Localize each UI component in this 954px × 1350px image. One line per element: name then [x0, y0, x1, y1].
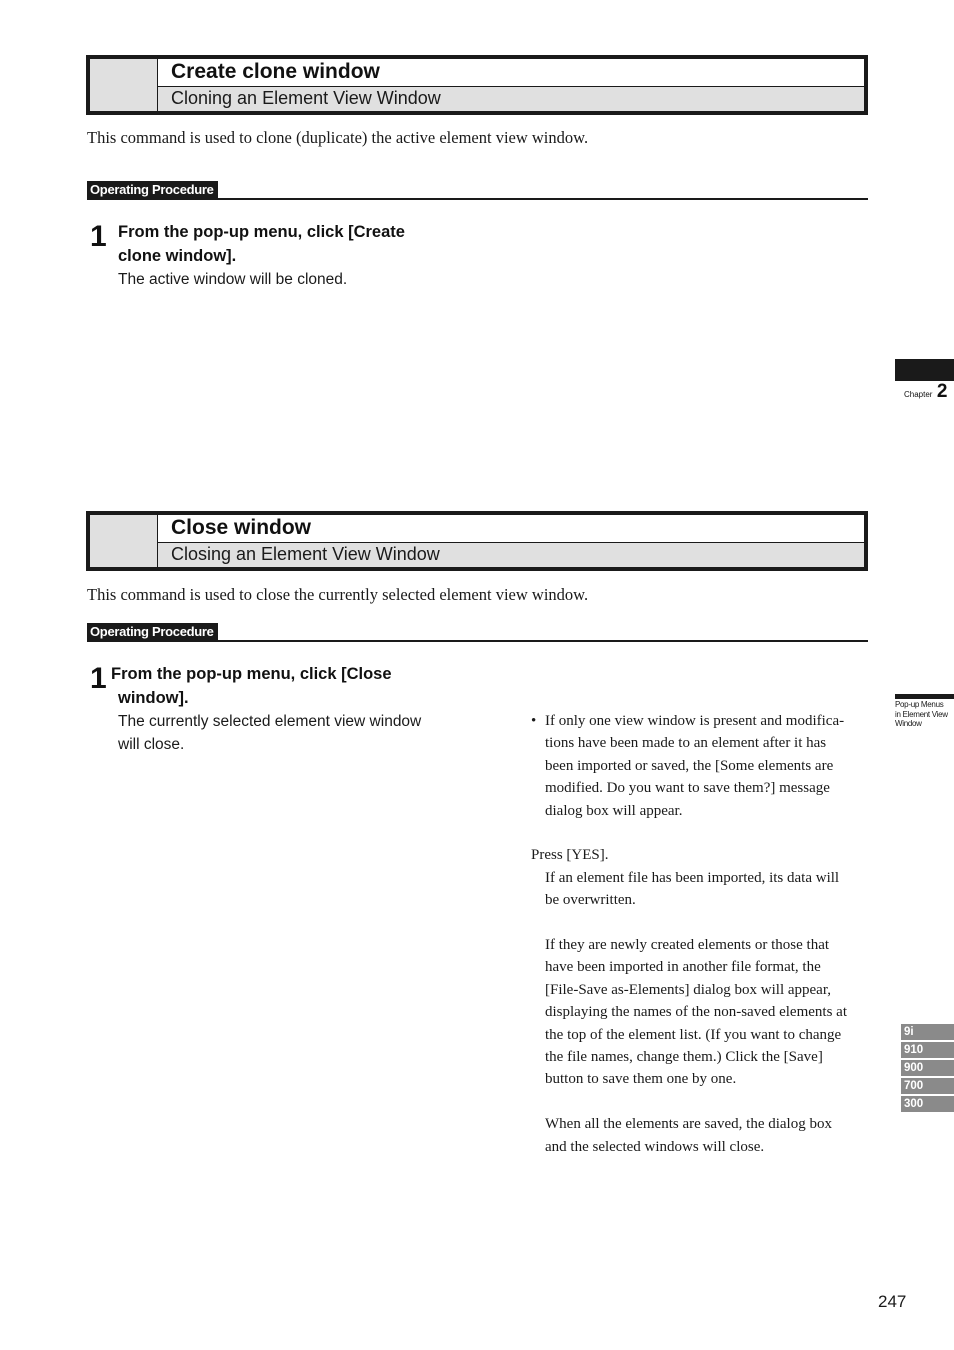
note-line: have been imported in another file format, the	[545, 959, 821, 976]
page-number: 247	[878, 1292, 907, 1311]
note-line: If they are newly created elements or those that	[545, 937, 830, 954]
model-tag: 9i	[901, 1024, 954, 1040]
step-heading-line: From the pop-up menu, click [Close	[111, 665, 392, 683]
note-press-line: Press [YES].	[531, 847, 609, 864]
side-caption-line: Pop-up Menus	[895, 700, 944, 709]
note-paragraph	[531, 934, 871, 1091]
side-caption-line: Window	[895, 719, 922, 728]
side-section-caption	[895, 700, 954, 729]
section-header-inner	[157, 515, 864, 567]
section-intro: This command is used to close the currently selected element view window.	[87, 585, 589, 604]
step-description: The active window will be cloned.	[118, 271, 348, 288]
section-subtitle: Cloning an Element View Window	[171, 88, 441, 108]
step-heading-line: From the pop-up menu, click [Create	[118, 223, 405, 241]
section-title: Create clone window	[171, 60, 380, 83]
note-line: displaying the names of the non-saved elements at	[545, 1004, 847, 1021]
model-tag: 300	[901, 1096, 954, 1112]
note-block	[531, 710, 871, 1158]
section-header-inner	[157, 59, 864, 111]
section-subtitle: Closing an Element View Window	[171, 544, 440, 564]
note-line: and the selected windows will close.	[545, 1138, 765, 1155]
step-heading-line: window].	[118, 689, 189, 707]
section-header-close-window	[86, 511, 868, 571]
note-line: When all the elements are saved, the dialog box	[545, 1116, 832, 1133]
step-number: 1	[90, 220, 107, 253]
operating-procedure-label: Operating Procedure	[87, 181, 218, 199]
chapter-word: Chapter	[904, 390, 933, 399]
step-description-line: The currently selected element view window	[118, 713, 422, 730]
step-number: 1	[90, 662, 107, 695]
chapter-label	[904, 381, 948, 403]
note-line: been imported or saved, the [Some elements are	[545, 757, 834, 774]
note-line: modified. Do you want to save them?] message	[545, 780, 830, 797]
note-line: the file names, change them.) Click the [Save]	[545, 1049, 823, 1066]
note-line: If an element file has been imported, its data will	[545, 869, 840, 886]
bullet-mark: •	[531, 713, 537, 729]
chapter-tab	[895, 359, 954, 381]
step-description	[118, 710, 458, 756]
step-description-line: will close.	[118, 736, 185, 753]
side-caption-line: in Element View	[895, 709, 948, 719]
note-line: the top of the element list. (If you want to change	[545, 1026, 842, 1043]
section-intro: This command is used to clone (duplicate) the active element view window.	[87, 128, 589, 147]
operating-procedure-label: Operating Procedure	[87, 623, 218, 641]
note-line: be overwritten.	[545, 892, 636, 909]
note-line: [File-Save as-Elements] dialog box will appear,	[545, 981, 831, 998]
note-bullet-paragraph	[531, 710, 871, 822]
note-line: dialog box will appear.	[545, 802, 683, 819]
operating-procedure-rule	[87, 198, 868, 200]
step-heading	[111, 662, 471, 710]
section-title: Close window	[171, 516, 312, 539]
note-line: tions have been made to an element after it has	[545, 735, 827, 752]
step-heading	[118, 220, 478, 268]
chapter-number: 2	[936, 381, 948, 402]
section-title-row	[158, 515, 864, 543]
model-tag: 910	[901, 1042, 954, 1058]
operating-procedure-rule	[87, 640, 868, 642]
step-heading-line: clone window].	[118, 247, 237, 265]
note-paragraph	[531, 867, 871, 912]
note-paragraph	[531, 710, 871, 822]
note-line: button to save them one by one.	[545, 1071, 737, 1088]
model-tag: 900	[901, 1060, 954, 1076]
section-title-row	[158, 59, 864, 87]
section-header-create-clone-window	[86, 55, 868, 115]
note-paragraph	[531, 1113, 871, 1158]
note-line: If only one view window is present and modifica-	[545, 713, 845, 729]
model-tag: 700	[901, 1078, 954, 1094]
section-tab	[895, 694, 954, 699]
